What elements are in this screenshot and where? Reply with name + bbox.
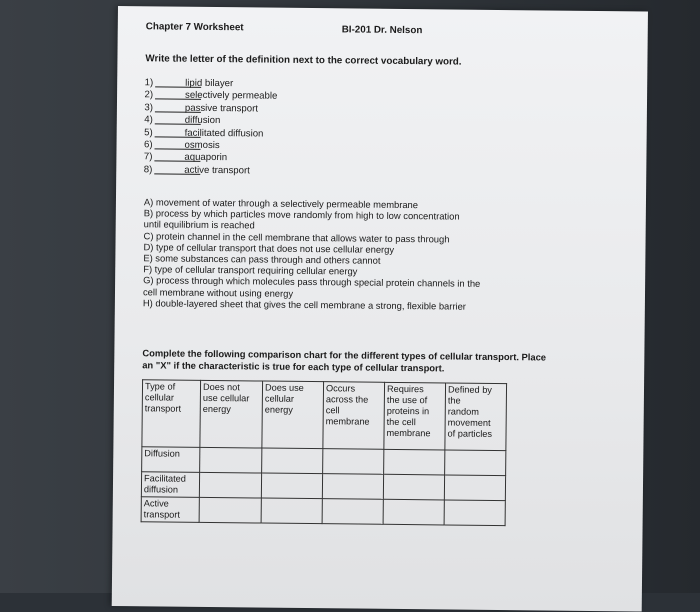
definition-line: F) type of cellular transport requiring cellular energy bbox=[143, 263, 480, 278]
definition-line: C) protein channel in the cell membrane that allows water to pass through bbox=[144, 230, 481, 245]
vocab-number: 8) bbox=[136, 164, 152, 175]
chart-instruction-line1: Complete the following comparison chart for the different types of cellular transport. Place bbox=[142, 348, 546, 363]
definition-line: cell membrane without using energy bbox=[143, 286, 480, 301]
worksheet-page bbox=[112, 6, 648, 612]
definition-line: H) double-layered sheet that gives the cell membrane a strong, flexible barrier bbox=[143, 297, 480, 312]
vocab-number: 3) bbox=[137, 102, 153, 113]
chart-row-active-transport bbox=[141, 497, 505, 526]
column-header: Does not use cellular energy bbox=[200, 380, 263, 448]
chart-row-facilitated-diffusion bbox=[141, 472, 505, 501]
definitions-list bbox=[143, 196, 481, 312]
definition-line: B) process by which particles move randomly from high to low concentration bbox=[144, 207, 481, 222]
chart-cell[interactable] bbox=[199, 497, 261, 523]
chart-instruction-line2: an "X" if the characteristic is true for each type of cellular transport. bbox=[142, 360, 444, 374]
column-header: Type of cellular transport bbox=[142, 380, 201, 448]
definition-line: until equilibrium is reached bbox=[144, 219, 481, 234]
chart-cell[interactable] bbox=[200, 447, 262, 473]
vocab-number: 5) bbox=[137, 127, 153, 138]
comparison-chart bbox=[141, 379, 507, 526]
vocab-number: 4) bbox=[137, 114, 153, 125]
chart-cell[interactable] bbox=[261, 498, 322, 524]
row-label: Diffusion bbox=[142, 447, 200, 473]
chart-cell[interactable] bbox=[322, 474, 383, 500]
column-header: Defined by the random movement of particles bbox=[445, 383, 507, 451]
chart-cell[interactable] bbox=[444, 475, 505, 501]
chart-header-row bbox=[142, 380, 507, 451]
vocab-word: lipid bilayer bbox=[185, 78, 233, 90]
course-label: BI-201 Dr. Nelson bbox=[342, 25, 423, 37]
chart-cell[interactable] bbox=[383, 474, 444, 500]
vocab-word: selectively permeable bbox=[185, 90, 277, 102]
chart-cell[interactable] bbox=[323, 449, 384, 475]
vocab-list bbox=[136, 77, 137, 176]
chart-cell[interactable] bbox=[199, 472, 261, 498]
chart-row-diffusion bbox=[142, 447, 506, 476]
row-label: Facilitated diffusion bbox=[141, 472, 199, 498]
chart-cell[interactable] bbox=[444, 500, 505, 526]
vocab-number: 2) bbox=[137, 90, 153, 101]
definition-line: A) movement of water through a selectively permeable membrane bbox=[144, 196, 481, 211]
vocab-word: osmosis bbox=[184, 140, 219, 151]
chart-cell[interactable] bbox=[383, 499, 444, 525]
vocab-word: diffusion bbox=[185, 115, 221, 126]
chart-cell[interactable] bbox=[261, 473, 322, 499]
vocab-word: aquaporin bbox=[184, 152, 227, 163]
vocab-number: 1) bbox=[137, 77, 153, 88]
column-header: Requires the use of proteins in the cell membrane bbox=[384, 382, 446, 450]
vocab-word: passive transport bbox=[185, 102, 258, 114]
chart-cell[interactable] bbox=[384, 449, 445, 475]
column-header: Does use cellular energy bbox=[262, 381, 324, 449]
column-header: Occurs across the cell membrane bbox=[323, 382, 385, 450]
worksheet-title: Chapter 7 Worksheet bbox=[146, 22, 244, 34]
chart-cell[interactable] bbox=[445, 450, 506, 476]
vocab-instruction: Write the letter of the definition next to the correct vocabulary word. bbox=[145, 54, 461, 68]
vocab-word: facilitated diffusion bbox=[185, 127, 264, 139]
chart-cell[interactable] bbox=[322, 499, 383, 525]
definition-line: D) type of cellular transport that does not use cellular energy bbox=[143, 241, 480, 256]
vocab-number: 6) bbox=[136, 139, 152, 150]
definition-line: E) some substances can pass through and others cannot bbox=[143, 252, 480, 267]
vocab-word: active transport bbox=[184, 164, 250, 176]
vocab-number: 7) bbox=[136, 152, 152, 163]
chart-cell[interactable] bbox=[262, 448, 323, 474]
definition-line: G) process through which molecules pass through special protein channels in the bbox=[143, 275, 480, 290]
row-label: Active transport bbox=[141, 497, 199, 523]
